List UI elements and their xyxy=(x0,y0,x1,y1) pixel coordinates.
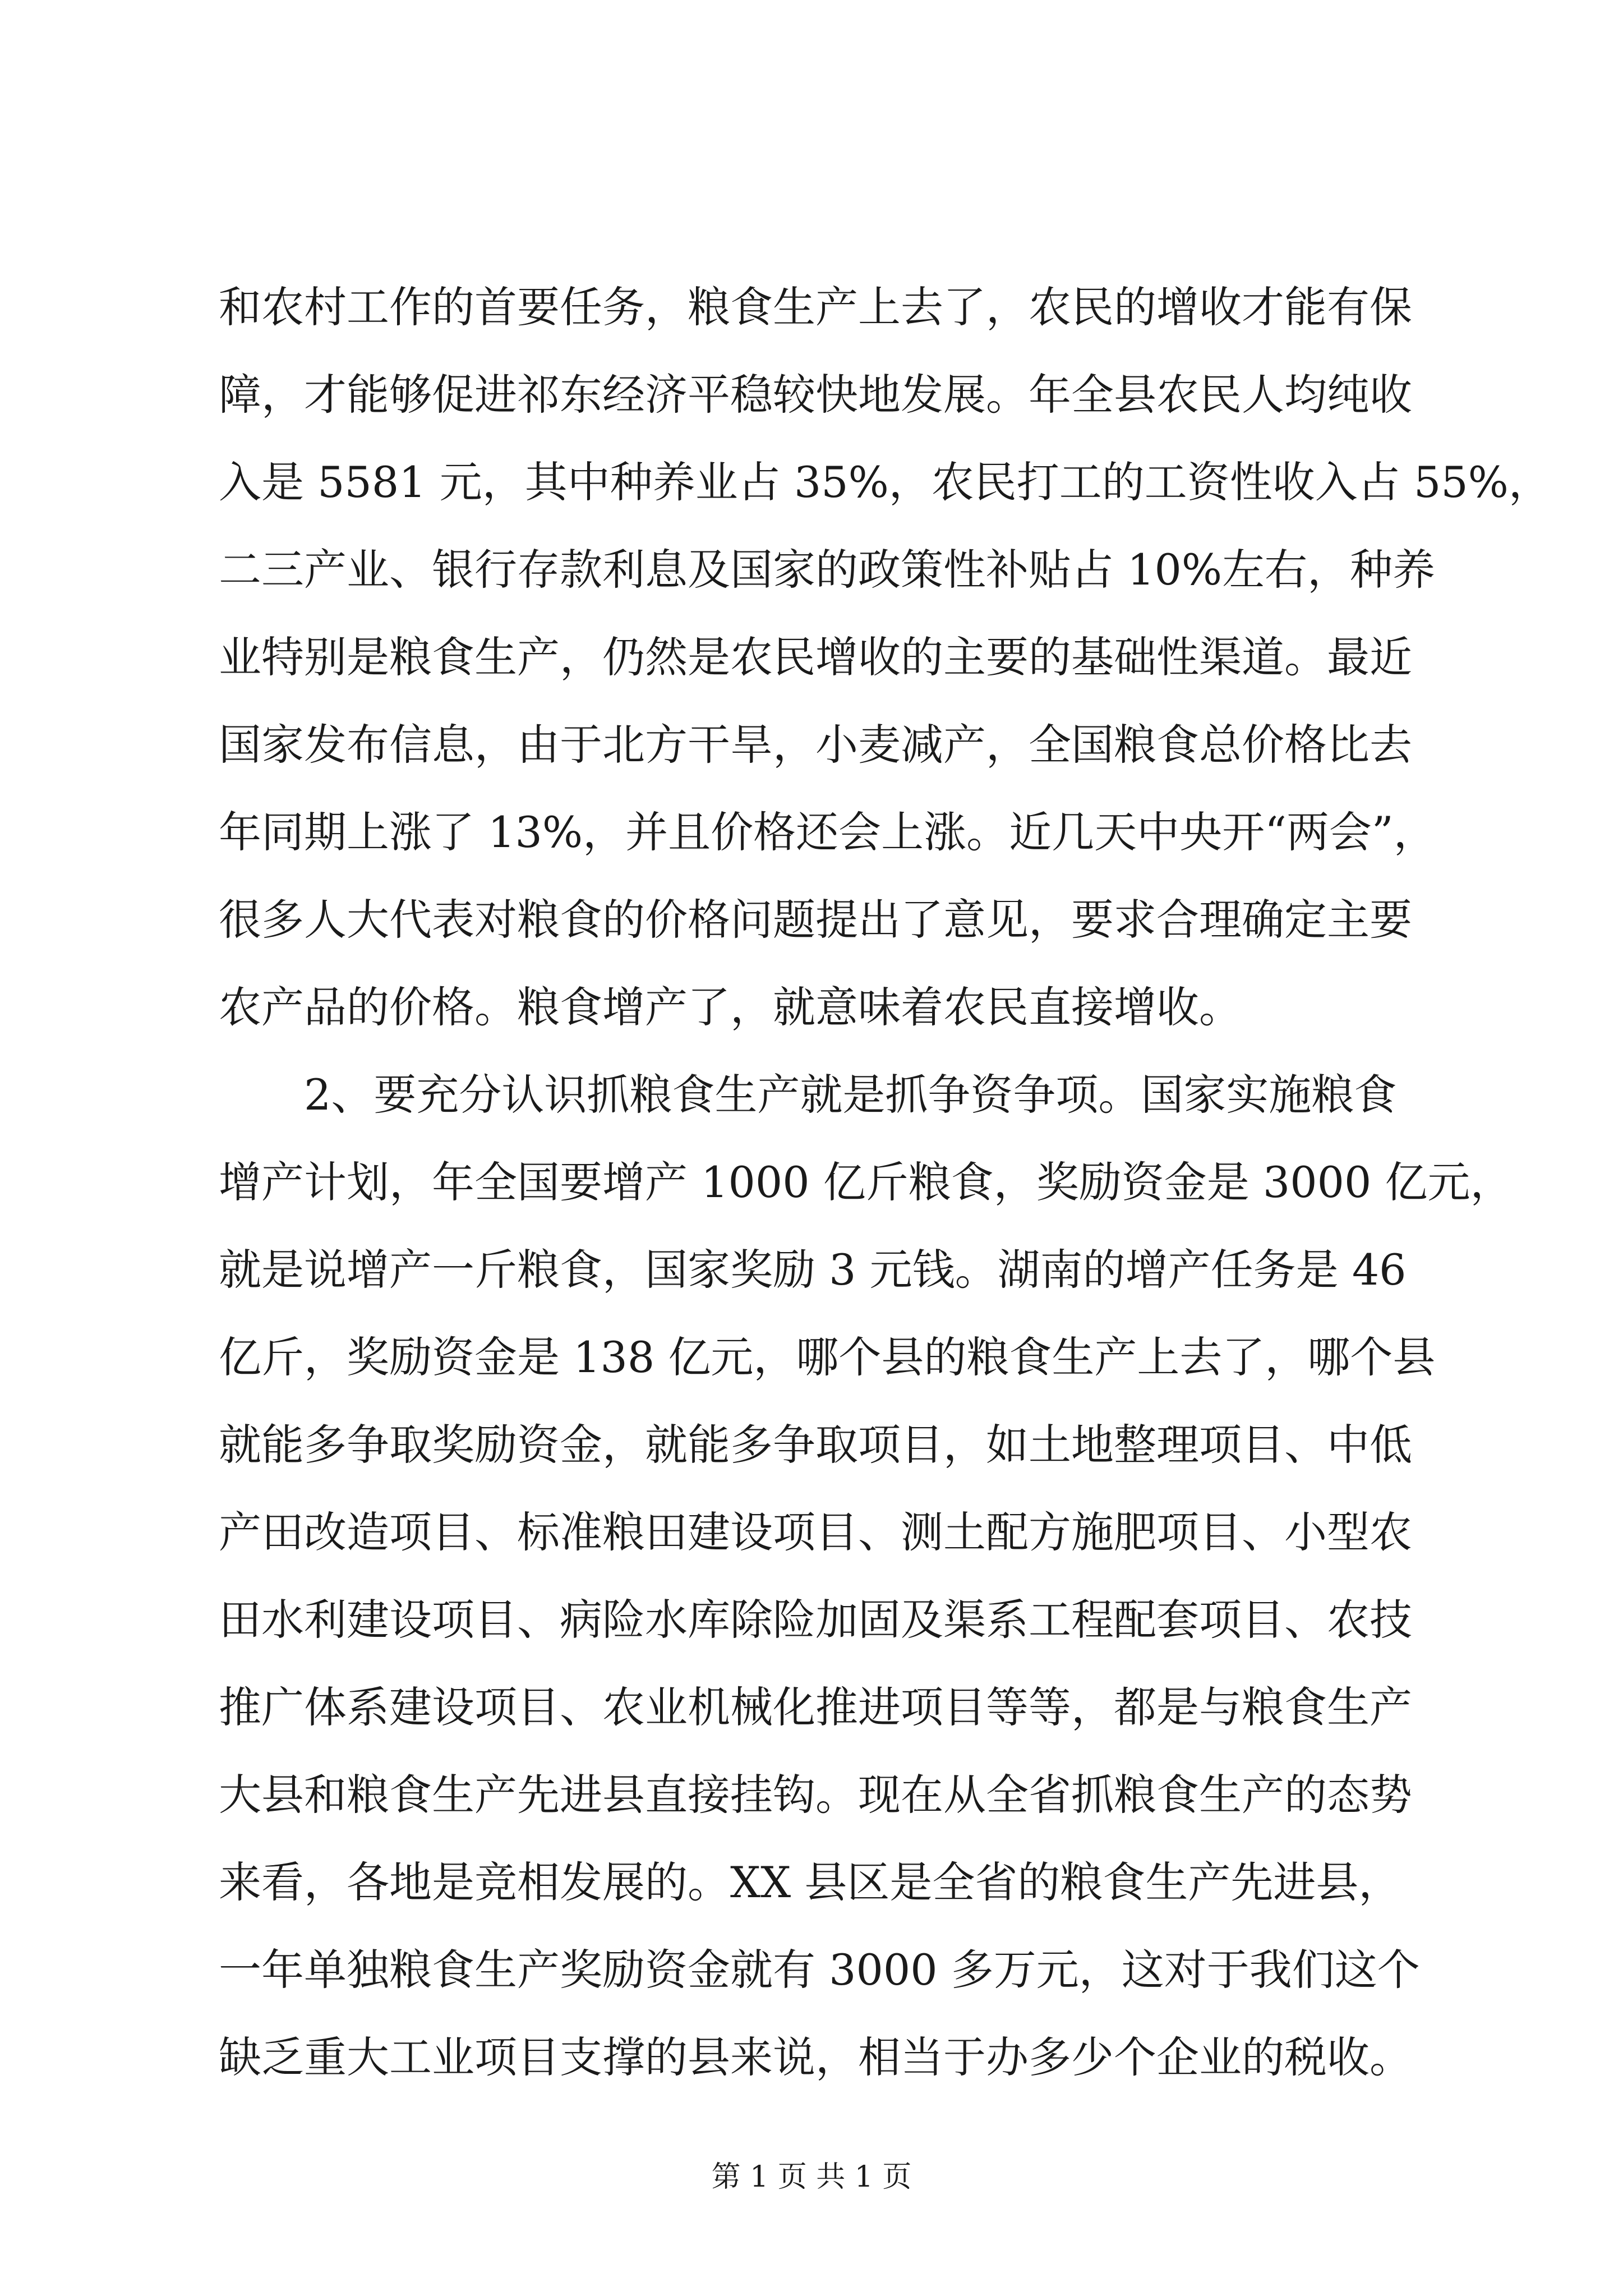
body-text-line: 障，才能够促进祁东经济平稳较快地发展。年全县农民人均纯收 xyxy=(219,370,1412,420)
body-text-line: 入是 5581 元，其中种养业占 35%，农民打工的工资性收入占 55%， xyxy=(219,457,1551,507)
body-text-line: 2、要充分认识抓粮食生产就是抓争资争项。国家实施粮食 xyxy=(219,1070,1397,1120)
body-text-line: 农产品的价格。粮食增产了，就意味着农民直接增收。 xyxy=(219,982,1242,1032)
body-text-line: 业特别是粮食生产，仍然是农民增收的主要的基础性渠道。最近 xyxy=(219,632,1412,682)
body-text-line: 缺乏重大工业项目支撑的县来说，相当于办多少个企业的税收。 xyxy=(219,2032,1412,2082)
body-text-line: 和农村工作的首要任务，粮食生产上去了，农民的增收才能有保 xyxy=(219,282,1412,332)
body-text-line: 一年单独粮食生产奖励资金就有 3000 多万元，这对于我们这个 xyxy=(219,1945,1420,1995)
body-text-line: 亿斤，奖励资金是 138 亿元，哪个县的粮食生产上去了，哪个县 xyxy=(219,1332,1436,1382)
body-text-line: 就能多争取奖励资金，就能多争取项目，如土地整理项目、中低 xyxy=(219,1420,1412,1470)
body-text-line: 国家发布信息，由于北方干旱，小麦减产，全国粮食总价格比去 xyxy=(219,720,1412,770)
page-number-footer: 第 1 页 共 1 页 xyxy=(711,2160,912,2194)
body-text-line: 很多人大代表对粮食的价格问题提出了意见，要求合理确定主要 xyxy=(219,895,1412,945)
body-text-line: 二三产业、银行存款利息及国家的政策性补贴占 10%左右，种养 xyxy=(219,545,1436,595)
body-text-line: 田水利建设项目、病险水库除险加固及渠系工程配套项目、农技 xyxy=(219,1595,1412,1645)
body-text-line: 大县和粮食生产先进县直接挂钩。现在从全省抓粮食生产的态势 xyxy=(219,1770,1412,1820)
body-text-line: 增产计划，年全国要增产 1000 亿斤粮食，奖励资金是 3000 亿元， xyxy=(219,1157,1513,1207)
body-text-line: 推广体系建设项目、农业机械化推进项目等等，都是与粮食生产 xyxy=(219,1682,1412,1732)
body-text-line: 年同期上涨了 13%，并且价格还会上涨。近几天中央开“两会”， xyxy=(219,807,1436,857)
body-text-line: 来看，各地是竞相发展的。XX 县区是全省的粮食生产先进县， xyxy=(219,1857,1401,1907)
body-text-line: 就是说增产一斤粮食，国家奖励 3 元钱。湖南的增产任务是 46 xyxy=(219,1245,1407,1295)
body-text-line: 产田改造项目、标准粮田建设项目、测土配方施肥项目、小型农 xyxy=(219,1507,1412,1557)
